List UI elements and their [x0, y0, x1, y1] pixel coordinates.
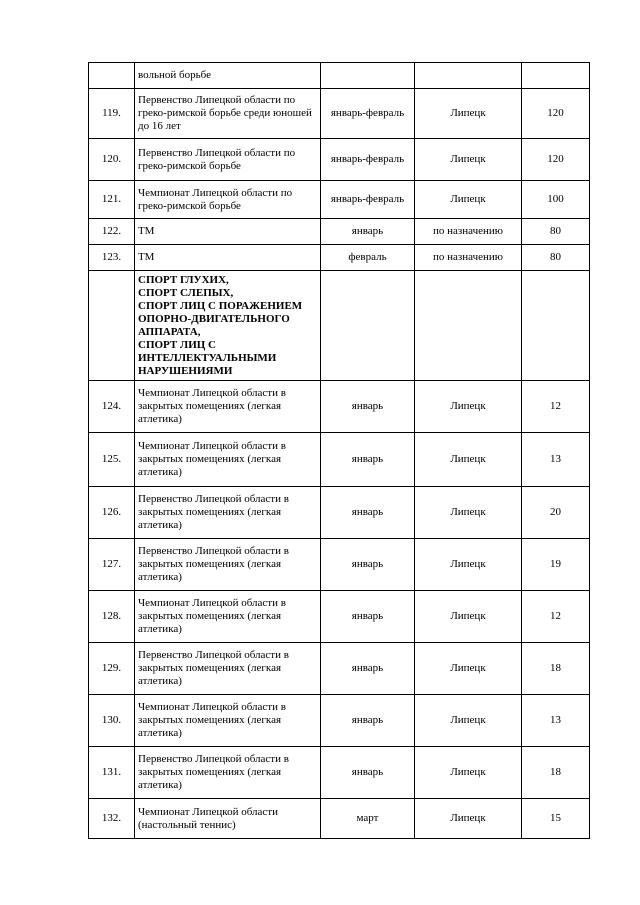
event-date-cell: январь-февраль	[321, 89, 415, 139]
event-place-cell: Липецк	[415, 695, 522, 747]
event-place-cell: Липецк	[415, 591, 522, 643]
section-heading-line: СПОРТ СЛЕПЫХ,	[138, 286, 234, 299]
event-date-cell	[321, 271, 415, 381]
row-number-cell: 132.	[89, 799, 135, 839]
event-place-cell: Липецк	[415, 487, 522, 539]
events-table	[88, 62, 590, 839]
participant-count-cell: 12	[522, 381, 590, 433]
row-number-cell: 130.	[89, 695, 135, 747]
participant-count-cell: 80	[522, 245, 590, 271]
row-number-cell: 124.	[89, 381, 135, 433]
row-number-cell	[89, 63, 135, 89]
section-heading-row	[89, 271, 590, 381]
event-date-cell: январь	[321, 695, 415, 747]
table-row	[89, 799, 590, 839]
event-name-cell: вольной борьбе	[135, 63, 321, 89]
participant-count-cell: 15	[522, 799, 590, 839]
table-row	[89, 139, 590, 181]
table-row	[89, 643, 590, 695]
event-date-cell: январь	[321, 591, 415, 643]
participant-count-cell: 13	[522, 695, 590, 747]
event-name-cell: Первенство Липецкой области по греко-римской борьбе среди юношей до 16 лет	[135, 89, 321, 139]
event-name-cell: Первенство Липецкой области в закрытых помещениях (легкая атлетика)	[135, 643, 321, 695]
table-row	[89, 381, 590, 433]
event-place-cell: по назначению	[415, 219, 522, 245]
participant-count-cell: 18	[522, 747, 590, 799]
event-place-cell: Липецк	[415, 89, 522, 139]
event-date-cell: январь	[321, 539, 415, 591]
row-number-cell: 121.	[89, 181, 135, 219]
event-place-cell: Липецк	[415, 139, 522, 181]
event-place-cell: Липецк	[415, 799, 522, 839]
row-number-cell	[89, 271, 135, 381]
participant-count-cell: 12	[522, 591, 590, 643]
event-place-cell: Липецк	[415, 643, 522, 695]
row-number-cell: 128.	[89, 591, 135, 643]
table-row	[89, 219, 590, 245]
event-date-cell: февраль	[321, 245, 415, 271]
event-name-cell: ТМ	[135, 219, 321, 245]
row-number-cell: 131.	[89, 747, 135, 799]
section-heading-line: АППАРАТА,	[138, 325, 201, 338]
event-place-cell: по назначению	[415, 245, 522, 271]
event-place-cell: Липецк	[415, 539, 522, 591]
section-heading-line: СПОРТ ЛИЦ С ПОРАЖЕНИЕМ	[138, 299, 303, 312]
table-row	[89, 695, 590, 747]
section-heading-line: ОПОРНО-ДВИГАТЕЛЬНОГО	[138, 312, 290, 325]
event-place-cell: Липецк	[415, 433, 522, 487]
event-name-cell: ТМ	[135, 245, 321, 271]
table-row	[89, 245, 590, 271]
row-number-cell: 129.	[89, 643, 135, 695]
row-number-cell: 122.	[89, 219, 135, 245]
participant-count-cell: 120	[522, 89, 590, 139]
events-table-body	[89, 63, 590, 839]
event-date-cell: январь-февраль	[321, 139, 415, 181]
row-number-cell: 127.	[89, 539, 135, 591]
section-heading-line: НАРУШЕНИЯМИ	[138, 364, 233, 377]
participant-count-cell: 20	[522, 487, 590, 539]
row-number-cell: 125.	[89, 433, 135, 487]
event-name-cell: Чемпионат Липецкой области в закрытых помещениях (легкая атлетика)	[135, 695, 321, 747]
table-row	[89, 591, 590, 643]
table-row-continuation	[89, 63, 590, 89]
event-date-cell: январь	[321, 747, 415, 799]
row-number-cell: 120.	[89, 139, 135, 181]
participant-count-cell: 80	[522, 219, 590, 245]
event-date-cell: январь	[321, 219, 415, 245]
section-heading-cell	[135, 271, 321, 381]
event-date-cell: январь	[321, 487, 415, 539]
participant-count-cell: 100	[522, 181, 590, 219]
section-heading-line: СПОРТ ГЛУХИХ,	[138, 273, 229, 286]
participant-count-cell	[522, 271, 590, 381]
event-name-cell: Первенство Липецкой области в закрытых помещениях (легкая атлетика)	[135, 747, 321, 799]
table-row	[89, 433, 590, 487]
participant-count-cell: 120	[522, 139, 590, 181]
event-name-cell: Первенство Липецкой области в закрытых помещениях (легкая атлетика)	[135, 539, 321, 591]
table-row	[89, 89, 590, 139]
event-date-cell	[321, 63, 415, 89]
event-date-cell: январь-февраль	[321, 181, 415, 219]
event-name-cell: Первенство Липецкой области по греко-римской борьбе	[135, 139, 321, 181]
participant-count-cell: 19	[522, 539, 590, 591]
event-place-cell: Липецк	[415, 747, 522, 799]
event-date-cell: март	[321, 799, 415, 839]
row-number-cell: 123.	[89, 245, 135, 271]
row-number-cell: 126.	[89, 487, 135, 539]
section-heading-line: ИНТЕЛЛЕКТУАЛЬНЫМИ	[138, 351, 277, 364]
table-row	[89, 181, 590, 219]
participant-count-cell	[522, 63, 590, 89]
event-place-cell	[415, 271, 522, 381]
row-number-cell: 119.	[89, 89, 135, 139]
event-place-cell	[415, 63, 522, 89]
participant-count-cell: 18	[522, 643, 590, 695]
table-row	[89, 539, 590, 591]
participant-count-cell: 13	[522, 433, 590, 487]
event-date-cell: январь	[321, 433, 415, 487]
event-name-cell: Чемпионат Липецкой области в закрытых помещениях (легкая атлетика)	[135, 591, 321, 643]
event-name-cell: Чемпионат Липецкой области по греко-римской борьбе	[135, 181, 321, 219]
event-name-cell: Чемпионат Липецкой области в закрытых помещениях (легкая атлетика)	[135, 381, 321, 433]
event-place-cell: Липецк	[415, 181, 522, 219]
event-name-cell: Первенство Липецкой области в закрытых помещениях (легкая атлетика)	[135, 487, 321, 539]
event-name-cell: Чемпионат Липецкой области в закрытых помещениях (легкая атлетика)	[135, 433, 321, 487]
event-date-cell: январь	[321, 381, 415, 433]
event-place-cell: Липецк	[415, 381, 522, 433]
table-row	[89, 487, 590, 539]
section-heading-line: СПОРТ ЛИЦ С	[138, 338, 216, 351]
event-date-cell: январь	[321, 643, 415, 695]
event-name-cell: Чемпионат Липецкой области (настольный теннис)	[135, 799, 321, 839]
table-row	[89, 747, 590, 799]
